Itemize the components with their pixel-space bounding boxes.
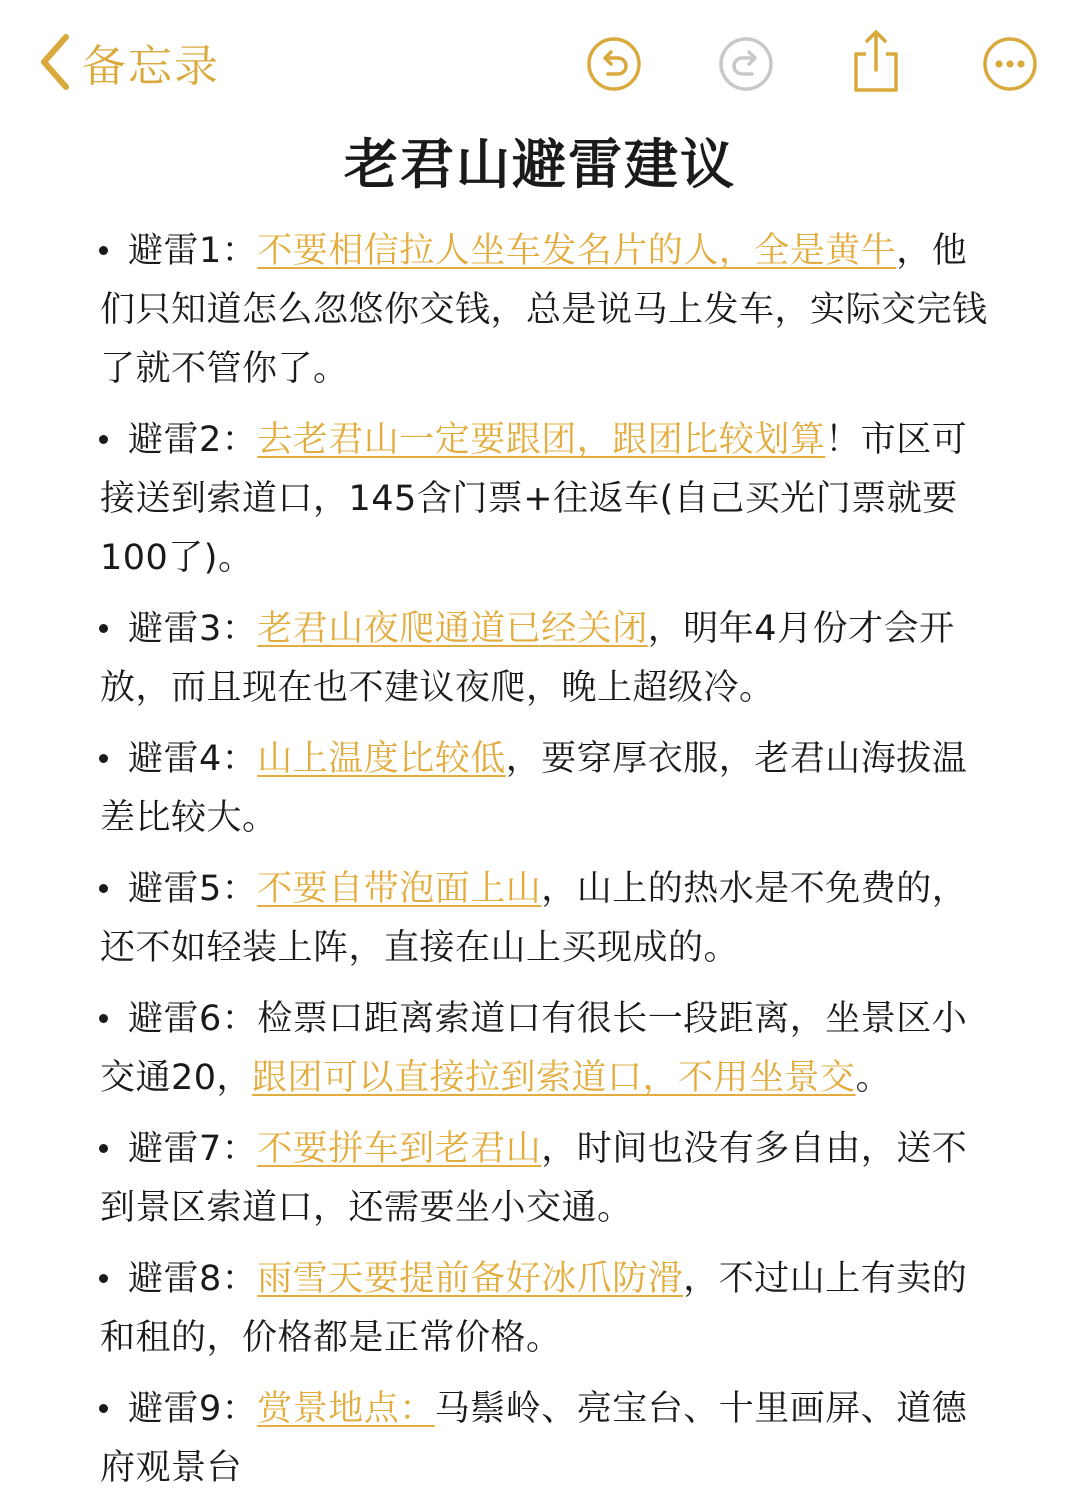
item-label: 避雷7： bbox=[128, 1129, 258, 1169]
list-item bbox=[100, 1120, 994, 1238]
item-text: ，时间也没有多自由，送不到景区索道口，还需要坐小交通。 bbox=[100, 1129, 968, 1228]
highlighted-text: 赏景地点： bbox=[257, 1389, 435, 1429]
item-label: 避雷5： bbox=[128, 869, 258, 909]
item-text: 。 bbox=[855, 1058, 892, 1098]
more-icon bbox=[982, 36, 1038, 92]
navigation-bar bbox=[0, 0, 1080, 120]
list-item bbox=[100, 411, 994, 588]
item-label: 避雷6： bbox=[128, 999, 258, 1039]
highlighted-text: 不要相信拉人坐车发名片的人，全是黄牛 bbox=[257, 231, 897, 271]
highlighted-text: 去老君山一定要跟团，跟团比较划算 bbox=[257, 420, 826, 460]
item-text: ，他们只知道怎么忽悠你交钱，总是说马上发车，实际交完钱了就不管你了。 bbox=[100, 231, 988, 389]
highlighted-text: 跟团可以直接拉到索道口，不用坐景交 bbox=[252, 1058, 856, 1098]
undo-icon bbox=[586, 36, 642, 92]
item-text-before: 检票口距离索道口有很长一段距离，坐景区小交通20， bbox=[100, 999, 968, 1098]
undo-button[interactable] bbox=[586, 36, 642, 92]
item-text: ，要穿厚衣服，老君山海拔温差比较大。 bbox=[100, 739, 968, 838]
share-icon bbox=[848, 28, 904, 94]
back-label: 备忘录 bbox=[82, 41, 220, 92]
redo-icon bbox=[718, 36, 774, 92]
list-item bbox=[100, 1380, 994, 1498]
highlighted-text: 老君山夜爬通道已经关闭 bbox=[257, 609, 648, 649]
more-button[interactable] bbox=[982, 36, 1038, 92]
item-text: ，明年4月份才会开放，而且现在也不建议夜爬，晚上超级冷。 bbox=[100, 609, 955, 708]
list-item bbox=[100, 222, 994, 399]
item-text: ！市区可接送到索道口，145含门票+往返车(自己买光门票就要100了)。 bbox=[100, 420, 968, 578]
item-label: 避雷4： bbox=[128, 739, 258, 779]
back-button[interactable] bbox=[38, 30, 220, 94]
list-item bbox=[100, 730, 994, 848]
note-body[interactable] bbox=[0, 222, 1080, 1498]
item-label: 避雷8： bbox=[128, 1259, 258, 1299]
highlighted-text: 山上温度比较低 bbox=[257, 739, 506, 779]
highlighted-text: 不要自带泡面上山 bbox=[257, 869, 542, 909]
list-item bbox=[100, 600, 994, 718]
item-label: 避雷9： bbox=[128, 1389, 258, 1429]
share-button[interactable] bbox=[848, 28, 904, 94]
item-text: ，不过山上有卖的和租的，价格都是正常价格。 bbox=[100, 1259, 968, 1358]
item-label: 避雷1： bbox=[128, 231, 258, 271]
list-item bbox=[100, 860, 994, 978]
highlighted-text: 不要拼车到老君山 bbox=[257, 1129, 542, 1169]
list-item bbox=[100, 1250, 994, 1368]
item-label: 避雷3： bbox=[128, 609, 258, 649]
chevron-left-icon bbox=[38, 33, 72, 91]
item-text: ，山上的热水是不免费的，还不如轻装上阵，直接在山上买现成的。 bbox=[100, 869, 968, 968]
note-title: 老君山避雷建议 bbox=[344, 133, 736, 196]
item-text: 马鬃岭、亮宝台、十里画屏、道德府观景台 bbox=[100, 1389, 968, 1488]
redo-button[interactable] bbox=[718, 36, 774, 92]
item-label: 避雷2： bbox=[128, 420, 258, 460]
list-item bbox=[100, 990, 994, 1108]
highlighted-text: 雨雪天要提前备好冰爪防滑 bbox=[257, 1259, 684, 1299]
